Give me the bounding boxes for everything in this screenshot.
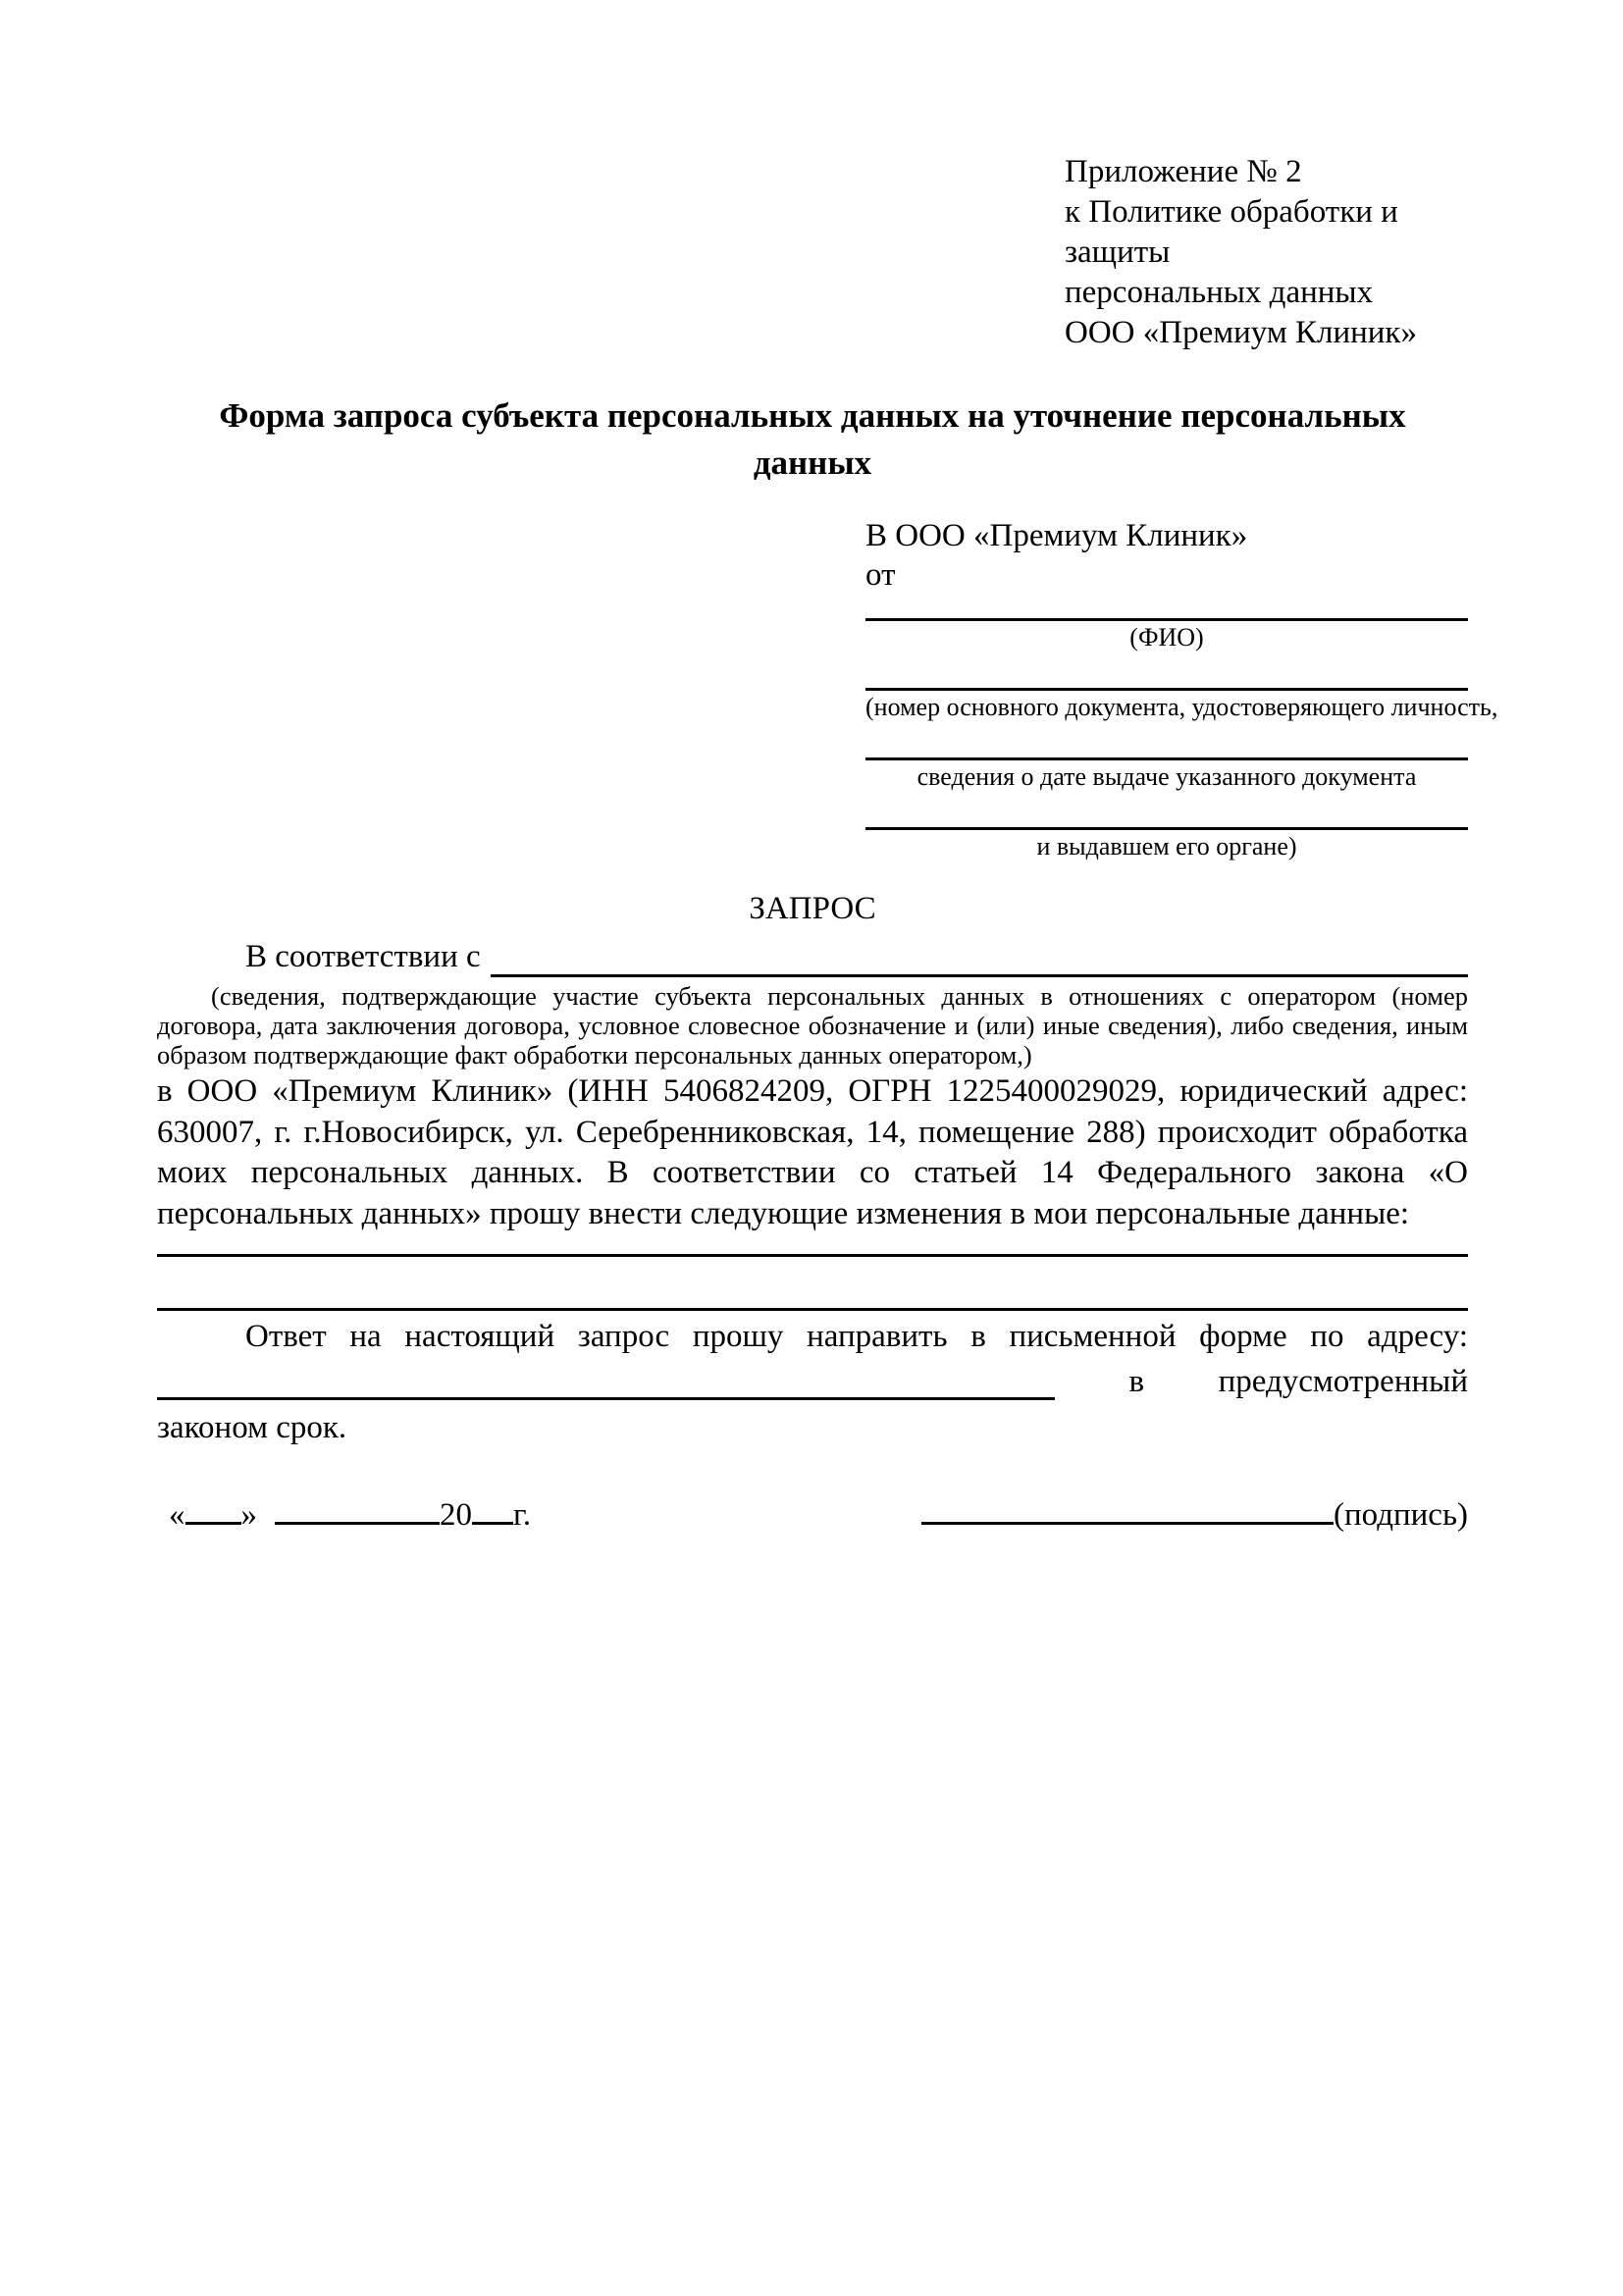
date-year-suffix: г. xyxy=(513,1497,532,1533)
request-body: в ООО «Премиум Клиник» (ИНН 5406824209, ОГРН 1225400029029, юридический адрес: 630007, г. г.Новосибирск, ул. Серебренниковская, 14, помещение 288) происходит обработка моих персональных данных. В соответствии со статьей 14 Федерального закона «О персональных данных» прошу внести следующие изменения в мои персональные данные: xyxy=(157,1073,1468,1231)
date-year-blank xyxy=(472,1492,513,1525)
appendix-line: к Политике обработки и защиты xyxy=(1065,194,1398,270)
signature-group xyxy=(921,1492,1468,1536)
addressee-from-label: от xyxy=(865,557,896,593)
date-group xyxy=(157,1492,531,1536)
date-month-blank xyxy=(275,1492,440,1525)
doc-number-blank-line xyxy=(865,652,1468,691)
accordance-row xyxy=(157,937,1468,977)
appendix-block xyxy=(1065,152,1468,353)
answer-line-2 xyxy=(157,1357,1468,1400)
date-year-prefix: 20 xyxy=(440,1497,472,1533)
signature-caption: (подпись) xyxy=(1334,1497,1468,1533)
appendix-line: Приложение № 2 xyxy=(1065,154,1302,189)
accordance-blank-line xyxy=(491,939,1468,977)
date-close-quote: » xyxy=(240,1497,257,1533)
answer-line-3: законом срок. xyxy=(157,1410,347,1445)
accordance-lead: В соответствии с xyxy=(245,939,481,974)
request-heading: ЗАПРОС xyxy=(749,891,876,926)
changes-blank-line-1 xyxy=(157,1234,1468,1257)
appendix-line: ООО «Премиум Клиник» xyxy=(1065,315,1417,350)
fio-caption: (ФИО) xyxy=(1129,623,1204,652)
changes-blank-line-2 xyxy=(157,1257,1468,1311)
date-day-blank xyxy=(185,1492,241,1525)
fio-blank-line xyxy=(865,595,1468,621)
date-open-quote: « xyxy=(169,1497,185,1533)
document-title: Форма запроса субъекта персональных данных на уточнение персональных данных xyxy=(219,396,1406,482)
accordance-note: (сведения, подтверждающие участие субъекта персональных данных в отношениях с оператором (номер договора, дата заключения договора, условное словесное обозначение и (или) иные сведения), либо сведения, иным образом подтверждающие факт обработки персональных данных оператором,) xyxy=(157,981,1468,1070)
answer-tail-word: предусмотренный xyxy=(1218,1364,1468,1399)
answer-line-1: Ответ на настоящий запрос прошу направить в письменной форме по адресу: xyxy=(245,1319,1468,1354)
doc-date-caption: сведения о дате выдаче указанного документа xyxy=(916,762,1417,791)
doc-number-caption: (номер основного документа, удостоверяющего личность, xyxy=(865,693,1498,721)
doc-issuer-blank-line xyxy=(865,792,1468,830)
doc-date-blank-line xyxy=(865,722,1468,760)
signature-blank-line xyxy=(921,1492,1334,1525)
doc-issuer-caption: и выдавшем его органе) xyxy=(1036,832,1297,861)
addressee-block xyxy=(865,516,1498,861)
answer-mid-word: в xyxy=(1128,1364,1145,1399)
answer-address-blank-line xyxy=(157,1358,1055,1400)
addressee-to: В ООО «Премиум Клиник» xyxy=(865,518,1248,553)
date-signature-row xyxy=(157,1492,1468,1536)
appendix-line: персональных данных xyxy=(1065,275,1374,310)
